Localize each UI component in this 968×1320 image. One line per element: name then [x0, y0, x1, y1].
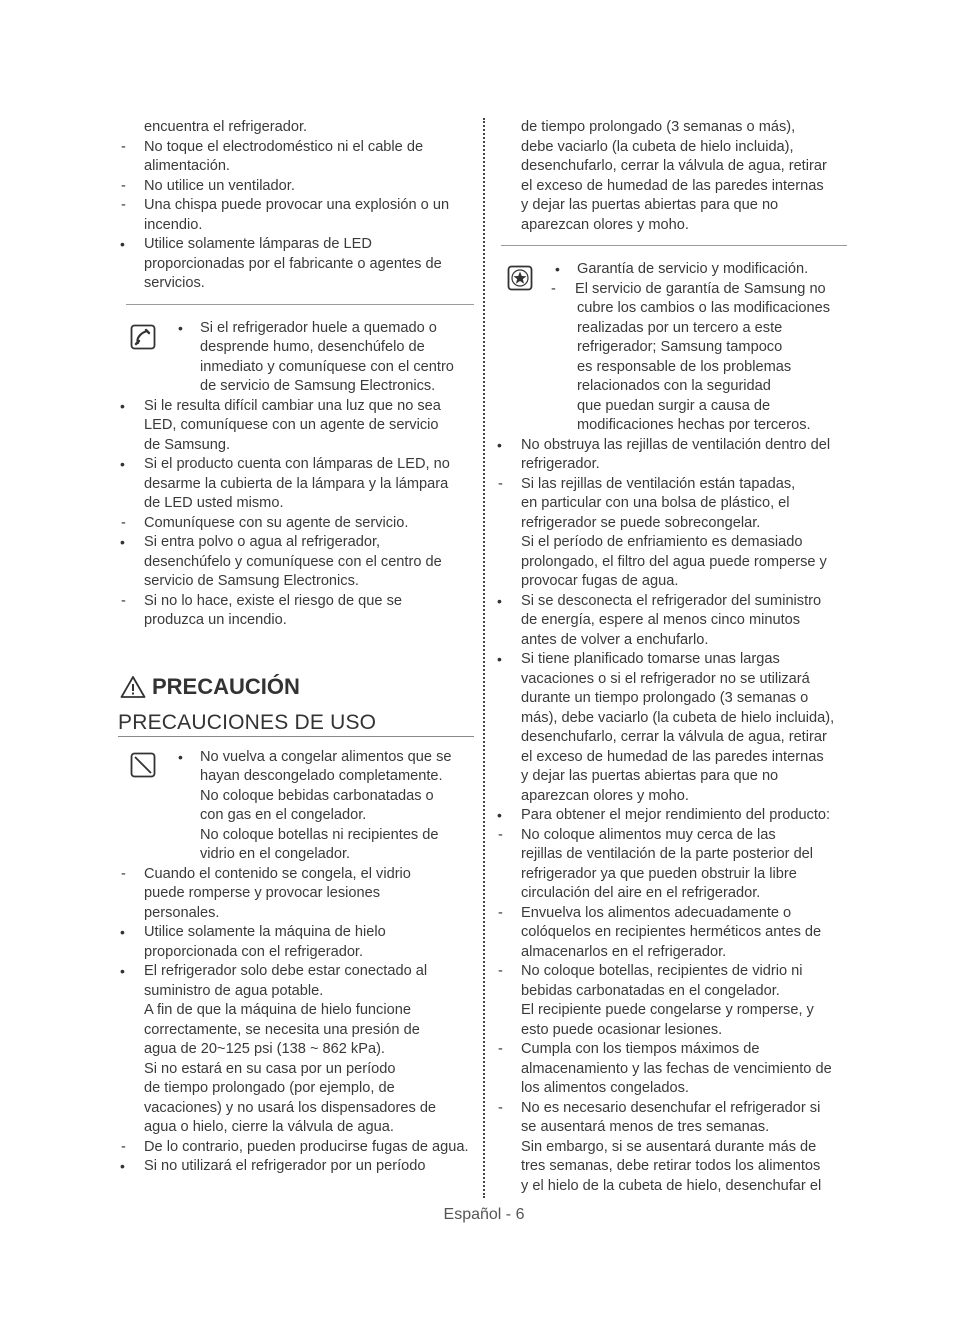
- left-note-text: [118, 319, 474, 631]
- text-line: y dejar las puertas abiertas para que no: [521, 197, 779, 213]
- text-line: bebidas carbonatadas en el congelador.: [521, 982, 780, 999]
- text-line: - No toque el electrodoméstico ni el cable de: [118, 138, 474, 158]
- text-line: desenchufarlo, cerrar la válvula de agua, retirar: [521, 729, 827, 745]
- text-line: - De lo contrario, pueden producirse fugas de agua.: [118, 1138, 474, 1158]
- text-line: - Cuando el contenido se congela, el vidrio: [118, 865, 474, 885]
- section-title: PRECAUCIONES DE USO: [118, 711, 474, 737]
- text-line: • Si entra polvo o agua al refrigerador,: [118, 533, 474, 553]
- text-line: • Utilice solamente la máquina de hielo: [118, 923, 474, 943]
- text-line: aparezcan olores y moho.: [521, 787, 689, 804]
- text-line: - No utilice un ventilador.: [118, 177, 474, 197]
- text-line: servicios.: [144, 275, 205, 291]
- text-line: No coloque botellas ni recipientes de: [200, 826, 439, 843]
- right-note-text: [495, 260, 847, 1196]
- caution-heading: [118, 667, 474, 707]
- text-line: el exceso de humedad de las paredes internas: [521, 177, 824, 194]
- text-line: - Cumpla con los tiempos máximos de: [495, 1040, 847, 1060]
- text-line: antes de volver a enchufarlo.: [521, 631, 709, 648]
- text-line: agua o hielo, cierre la válvula de agua.: [144, 1119, 394, 1135]
- text-line: de energía, espere al menos cinco minutos: [521, 612, 801, 628]
- column-divider: [483, 118, 485, 1198]
- text-line: refrigerador ya que pueden obstruir la libre: [521, 865, 797, 882]
- left-note-block: [118, 319, 474, 631]
- text-line: con gas en el congelador.: [200, 807, 367, 823]
- text-line: aparezcan olores y moho.: [521, 216, 689, 233]
- text-line: desenchúfelo y comuníquese con el centro de: [144, 553, 442, 570]
- usage-text: [118, 748, 474, 1177]
- text-line: se ausentará menos de tres semanas.: [521, 1119, 770, 1135]
- text-line: correctamente, se necesita una presión de: [144, 1021, 420, 1038]
- text-line: en particular con una bolsa de plástico, el: [521, 495, 790, 511]
- text-line: LED, comuníquese con un agente de servicio: [144, 417, 439, 433]
- text-line: y dejar las puertas abiertas para que no: [521, 768, 779, 784]
- text-line: almacenarlos en el refrigerador.: [521, 943, 727, 960]
- text-line: vacaciones) y no usará los dispensadores de: [144, 1099, 437, 1116]
- text-line: vidrio en el congelador.: [200, 846, 351, 862]
- text-line: • Garantía de servicio y modificación.: [495, 260, 847, 280]
- left-top-text: [118, 118, 474, 294]
- right-note-block: [495, 260, 847, 1196]
- text-line: durante un tiempo prolongado (3 semanas o: [521, 690, 809, 706]
- text-line: • Para obtener el mejor rendimiento del producto:: [495, 806, 847, 826]
- text-line: - Si no lo hace, existe el riesgo de que se: [118, 592, 474, 612]
- text-line: el exceso de humedad de las paredes internas: [521, 748, 824, 765]
- text-line: • El refrigerador solo debe estar conectado al: [118, 962, 474, 982]
- text-line: servicio de Samsung Electronics.: [144, 573, 359, 589]
- text-line: realizadas por un tercero a este: [577, 319, 783, 336]
- text-line: A fin de que la máquina de hielo funcione: [144, 1002, 411, 1018]
- right-top-text: [495, 118, 847, 235]
- text-line: esto puede ocasionar lesiones.: [521, 1021, 723, 1038]
- text-line: • Si el producto cuenta con lámparas de LED, no: [118, 455, 474, 475]
- page-footer: Español - 6: [443, 1206, 525, 1223]
- text-line: - Comuníquese con su agente de servicio.: [118, 514, 474, 534]
- text-line: los alimentos congelados.: [521, 1080, 689, 1096]
- text-line: más), debe vaciarlo (la cubeta de hielo incluida),: [521, 709, 835, 726]
- text-line: tres semanas, debe retirar todos los alimentos: [521, 1158, 821, 1174]
- text-line: Si no estará en su casa por un período: [144, 1060, 396, 1077]
- text-line: almacenamiento y las fechas de vencimiento de: [521, 1060, 832, 1077]
- text-line: es responsable de los problemas: [577, 358, 792, 375]
- text-line: de tiempo prolongado (3 semanas o más),: [521, 119, 796, 135]
- text-line: • Si se desconecta el refrigerador del suministro: [495, 592, 847, 612]
- text-line: incendio.: [144, 216, 203, 233]
- text-line: que puedan surgir a causa de: [577, 397, 771, 414]
- text-line: suministro de agua potable.: [144, 982, 324, 999]
- text-line: vacaciones o si el refrigerador no se utilizará: [521, 670, 810, 687]
- text-line: - Envuelva los alimentos adecuadamente o: [495, 904, 847, 924]
- text-line: • No vuelva a congelar alimentos que se: [118, 748, 474, 768]
- text-line: proporcionadas por el fabricante o agentes de: [144, 255, 442, 272]
- text-line: - Si las rejillas de ventilación están tapadas,: [495, 475, 847, 495]
- left-column: [118, 118, 474, 1177]
- section-rule: [501, 245, 847, 246]
- text-line: Si el período de enfriamiento es demasiado: [521, 534, 803, 550]
- section-rule: [126, 304, 474, 305]
- text-line: desprende humo, desenchúfelo de: [200, 339, 425, 355]
- text-line: de servicio de Samsung Electronics.: [200, 378, 436, 394]
- text-line: desenchufarlo, cerrar la válvula de agua, retirar: [521, 158, 827, 174]
- text-line: - Una chispa puede provocar una explosión o un: [118, 196, 474, 216]
- text-line: Sin embargo, si se ausentará durante más de: [521, 1138, 817, 1155]
- text-line: relacionados con la seguridad: [577, 378, 771, 394]
- text-line: - No coloque alimentos muy cerca de las: [495, 826, 847, 846]
- text-line: El recipiente puede congelarse y romperse, y: [521, 1002, 814, 1018]
- text-line: rejillas de ventilación de la parte posterior del: [521, 846, 814, 862]
- text-line: - No es necesario desenchufar el refrigerador si: [495, 1099, 847, 1119]
- text-line: - El servicio de garantía de Samsung no: [495, 280, 847, 300]
- text-line: puede romperse y provocar lesiones: [144, 885, 381, 901]
- text-line: refrigerador.: [521, 456, 600, 472]
- text-line: inmediato y comuníquese con el centro: [200, 358, 454, 375]
- text-line: desarme la cubierta de la lámpara y la lámpara: [144, 475, 449, 492]
- text-line: modificaciones hechas por terceros.: [577, 417, 811, 433]
- text-line: • Si no utilizará el refrigerador por un período: [118, 1157, 474, 1177]
- text-line: agua de 20~125 psi (138 ~ 862 kPa).: [144, 1041, 385, 1057]
- text-line: de Samsung.: [144, 436, 230, 453]
- warning-triangle-icon: [120, 675, 146, 699]
- text-line: circulación del aire en el refrigerador.: [521, 885, 761, 901]
- text-line: - No coloque botellas, recipientes de vidrio ni: [495, 962, 847, 982]
- text-line: prolongado, el filtro del agua puede romperse y: [521, 553, 827, 570]
- text-line: cubre los cambios o las modificaciones: [577, 300, 831, 316]
- text-line: y el hielo de la cubeta de hielo, desenchufar el: [521, 1177, 822, 1194]
- text-line: proporcionada con el refrigerador.: [144, 943, 364, 960]
- text-line: hayan descongelado completamente.: [200, 768, 443, 784]
- text-line: refrigerador se puede sobrecongelar.: [521, 514, 761, 531]
- usage-block: [118, 748, 474, 1177]
- text-line: debe vaciarlo (la cubeta de hielo incluida),: [521, 138, 794, 155]
- text-line: personales.: [144, 904, 220, 921]
- text-line: colóquelos en recipientes herméticos antes de: [521, 924, 822, 940]
- text-line: encuentra el refrigerador.: [144, 119, 308, 135]
- text-line: refrigerador; Samsung tampoco: [577, 339, 783, 355]
- right-column: [495, 118, 847, 1196]
- text-line: provocar fugas de agua.: [521, 573, 679, 589]
- text-line: alimentación.: [144, 158, 230, 174]
- text-line: • No obstruya las rejillas de ventilación dentro del: [495, 436, 847, 456]
- text-line: • Utilice solamente lámparas de LED: [118, 235, 474, 255]
- text-line: No coloque bebidas carbonatadas o: [200, 787, 434, 804]
- text-line: de tiempo prolongado (por ejemplo, de: [144, 1080, 395, 1096]
- text-line: produzca un incendio.: [144, 612, 287, 628]
- text-line: • Si el refrigerador huele a quemado o: [118, 319, 474, 339]
- text-line: • Si tiene planificado tomarse unas largas: [495, 650, 847, 670]
- text-line: • Si le resulta difícil cambiar una luz que no sea: [118, 397, 474, 417]
- text-line: de LED usted mismo.: [144, 495, 284, 511]
- caution-title: PRECAUCIÓN: [152, 673, 300, 699]
